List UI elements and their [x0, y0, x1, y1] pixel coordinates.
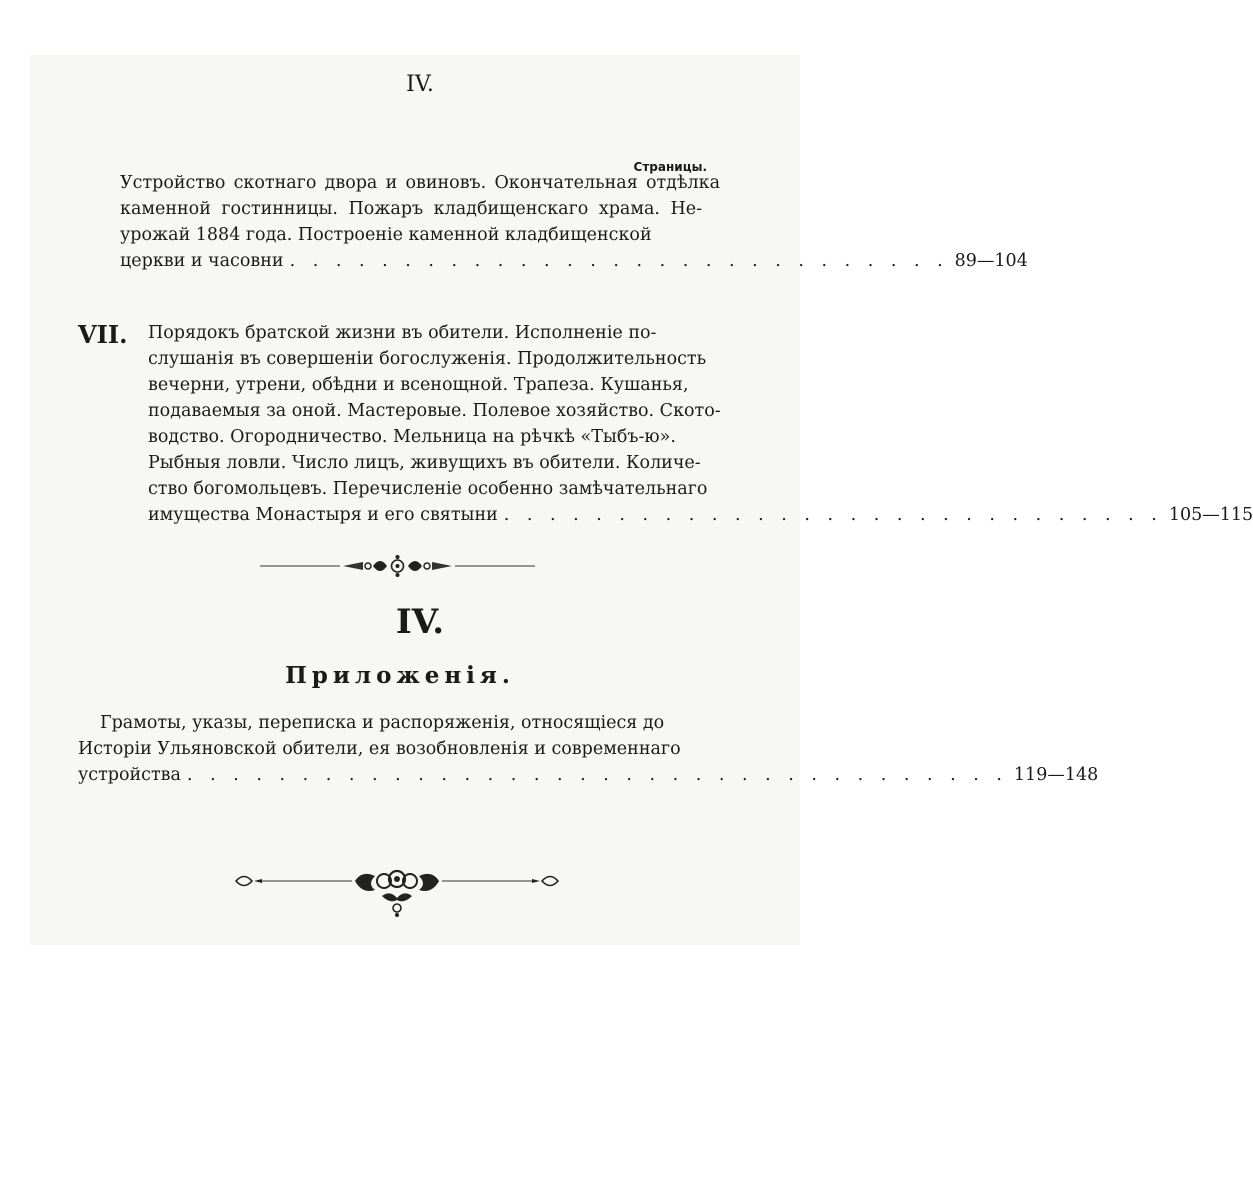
entry-last-line — [78, 762, 1099, 788]
dot-leader: . . . . . . . . . . . . . . . . . . . . . . . . . . . . . — [289, 251, 949, 271]
entry-last-line — [148, 502, 1253, 528]
toc-entry-chapter-vii — [148, 320, 1253, 528]
dot-leader: . . . . . . . . . . . . . . . . . . . . . . . . . . . . . . . . . . . . — [186, 765, 1008, 785]
entry-line: слушанія въ совершеніи богослуженія. Продолжительность — [148, 349, 707, 369]
entry-line: Грамоты, указы, переписка и распоряженія, относящіеся до — [100, 713, 665, 733]
toc-entry-appendix — [78, 710, 1099, 788]
running-head: IV. — [406, 72, 434, 97]
ornament-tailpiece — [232, 868, 562, 918]
entry-last-text: устройства — [78, 765, 181, 785]
entry-line: Исторіи Ульяновской обители, ея возобновленія и современнаго — [78, 739, 681, 759]
chapter-number: VII. — [78, 320, 128, 349]
pages-column-label: Страницы. — [633, 160, 707, 174]
section-title: Приложенія. — [285, 662, 515, 689]
entry-last-text: церкви и часовни — [120, 251, 284, 271]
entry-line: Рыбныя ловли. Число лицъ, живущихъ въ обители. Количе- — [148, 453, 701, 473]
entry-line: Устройство скотнаго двора и овиновъ. Окончательная отдѣлка — [120, 173, 720, 193]
entry-last-line — [120, 248, 1028, 274]
entry-line: каменной гостинницы. Пожаръ кладбищенскаго храма. Не- — [120, 199, 702, 219]
page-range: 89—104 — [954, 251, 1028, 271]
entry-line: водство. Огородничество. Мельница на рѣчкѣ «Тыбъ-ю». — [148, 427, 676, 447]
page-range: 105—115 — [1168, 505, 1253, 525]
entry-line: ство богомольцевъ. Перечисленіе особенно замѣчательнаго — [148, 479, 708, 499]
dot-leader: . . . . . . . . . . . . . . . . . . . . . . . . . . . . . — [503, 505, 1163, 525]
section-number: IV. — [395, 602, 445, 642]
entry-line: урожай 1884 года. Построеніе каменной кладбищенской — [120, 225, 652, 245]
toc-entry-continued — [120, 170, 1028, 274]
page-range: 119—148 — [1013, 765, 1099, 785]
entry-line: Порядокъ братской жизни въ обители. Исполненіе по- — [148, 323, 657, 343]
entry-line: подаваемыя за оной. Мастеровые. Полевое хозяйство. Ското- — [148, 401, 721, 421]
entry-last-text: имущества Монастыря и его святыни — [148, 505, 498, 525]
entry-line: вечерни, утрени, обѣдни и всенощной. Трапеза. Кушанья, — [148, 375, 689, 395]
ornament-divider — [255, 553, 540, 579]
